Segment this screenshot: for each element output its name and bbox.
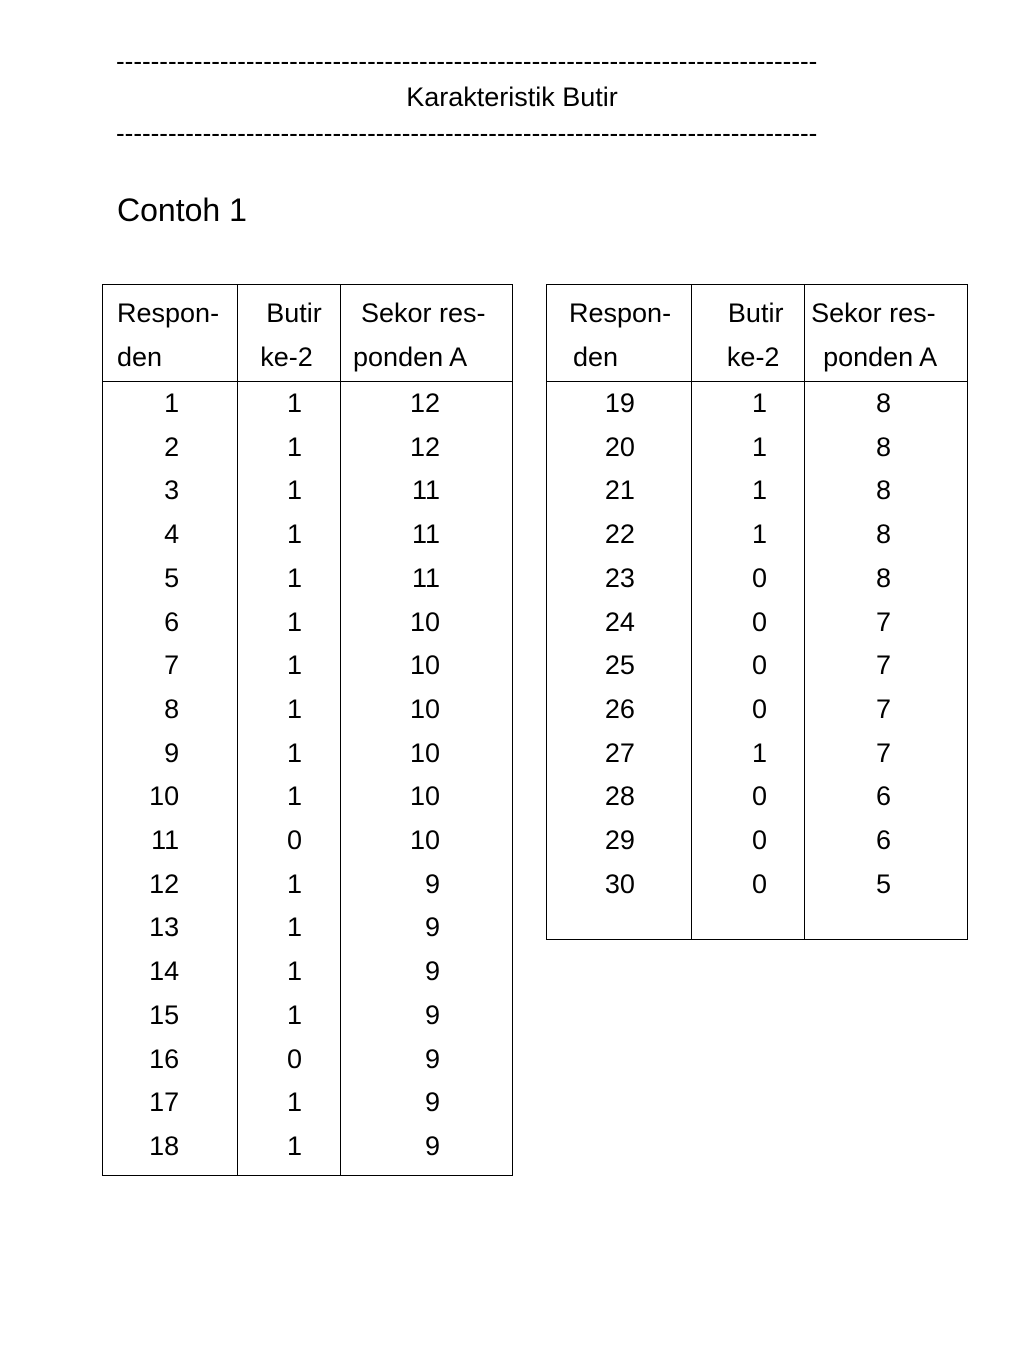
respondent-cell: 30 — [604, 868, 635, 899]
respondent-cell: 10 — [149, 781, 180, 812]
table-row — [103, 644, 513, 688]
item-score-cell: 0 — [691, 557, 804, 601]
table-header-row — [103, 285, 513, 382]
total-score-cell: 8 — [805, 513, 968, 557]
empty-cell — [805, 906, 968, 940]
column-header-score: Sekor res- ponden A — [805, 285, 968, 382]
item-score-cell: 1 — [238, 557, 341, 601]
table-row — [103, 994, 513, 1038]
respondent-cell: 12 — [149, 868, 180, 899]
respondent-cell: 18 — [149, 1130, 180, 1161]
table-row — [547, 601, 968, 645]
item-score-cell: 1 — [691, 426, 804, 470]
total-score-cell: 11 — [341, 557, 513, 601]
item-score-cell: 1 — [691, 513, 804, 557]
total-score-cell: 12 — [341, 426, 513, 470]
item-score-cell: 1 — [691, 469, 804, 513]
table-row — [103, 775, 513, 819]
table-row — [103, 950, 513, 994]
respondent-cell: 15 — [149, 999, 180, 1030]
page-title: Karakteristik Butir — [406, 82, 618, 112]
total-score-cell: 9 — [341, 1125, 513, 1169]
table-row — [547, 732, 968, 776]
total-score-cell: 10 — [341, 819, 513, 863]
respondent-cell: 11 — [151, 825, 180, 856]
total-score-cell: 9 — [341, 906, 513, 950]
table-row — [103, 819, 513, 863]
empty-cell — [691, 906, 804, 940]
item-score-cell: 1 — [238, 906, 341, 950]
respondent-cell: 9 — [164, 737, 180, 768]
item-score-cell: 0 — [691, 688, 804, 732]
respondent-cell: 8 — [164, 693, 180, 724]
respondent-cell: 28 — [604, 781, 635, 812]
total-score-cell: 10 — [341, 688, 513, 732]
table-row — [103, 382, 513, 426]
table-row — [103, 426, 513, 470]
table-body — [547, 382, 968, 940]
table-row — [103, 1125, 513, 1169]
respondent-cell: 24 — [604, 606, 635, 637]
total-score-cell: 10 — [341, 644, 513, 688]
total-score-cell: 9 — [341, 994, 513, 1038]
item-score-cell: 0 — [691, 644, 804, 688]
total-score-cell: 9 — [341, 1081, 513, 1125]
item-score-cell: 0 — [238, 819, 341, 863]
column-header-respondent: Respon- den — [547, 285, 692, 382]
item-score-cell: 0 — [691, 863, 804, 907]
respondent-cell: 1 — [164, 388, 180, 418]
respondent-cell: 17 — [149, 1087, 180, 1118]
item-score-cell: 0 — [691, 819, 804, 863]
item-score-cell: 0 — [691, 601, 804, 645]
total-score-cell: 9 — [341, 950, 513, 994]
table-bottom-padding — [547, 906, 968, 940]
item-score-cell: 1 — [691, 732, 804, 776]
total-score-cell: 10 — [341, 732, 513, 776]
item-score-cell: 1 — [238, 732, 341, 776]
table-row — [103, 513, 513, 557]
respondent-cell: 22 — [604, 519, 635, 550]
respondent-cell: 23 — [604, 562, 635, 593]
total-score-cell: 8 — [805, 382, 968, 426]
table-row — [547, 644, 968, 688]
item-score-cell: 1 — [238, 382, 341, 426]
respondent-cell: 29 — [604, 825, 635, 856]
item-score-cell: 1 — [238, 688, 341, 732]
item-score-cell: 1 — [238, 950, 341, 994]
table-row — [547, 863, 968, 907]
column-header-score: Sekor res- ponden A — [341, 285, 513, 382]
column-header-respondent: Respon- den — [103, 285, 238, 382]
item-score-cell: 1 — [238, 644, 341, 688]
table-row — [103, 601, 513, 645]
table-row — [547, 382, 968, 426]
total-score-cell: 7 — [805, 732, 968, 776]
table-row — [547, 513, 968, 557]
column-header-item: Butir ke-2 — [238, 285, 341, 382]
empty-cell — [238, 1169, 341, 1176]
total-score-cell: 6 — [805, 775, 968, 819]
total-score-cell: 8 — [805, 426, 968, 470]
item-score-cell: 1 — [238, 775, 341, 819]
respondent-cell: 26 — [604, 693, 635, 724]
table-row — [103, 469, 513, 513]
item-score-cell: 1 — [238, 601, 341, 645]
item-score-cell: 1 — [691, 382, 804, 426]
item-score-cell: 1 — [238, 1125, 341, 1169]
table-body — [103, 382, 513, 1176]
empty-cell — [547, 906, 692, 940]
table-header-row — [547, 285, 968, 382]
table-row — [547, 819, 968, 863]
total-score-cell: 7 — [805, 601, 968, 645]
total-score-cell: 11 — [341, 469, 513, 513]
item-score-cell: 1 — [238, 1081, 341, 1125]
total-score-cell: 6 — [805, 819, 968, 863]
score-table-right — [546, 284, 968, 940]
item-score-cell: 1 — [238, 513, 341, 557]
table-row — [103, 557, 513, 601]
table-row — [103, 688, 513, 732]
empty-cell — [103, 1169, 238, 1176]
item-score-cell: 1 — [238, 426, 341, 470]
empty-cell — [341, 1169, 513, 1176]
total-score-cell: 12 — [341, 382, 513, 426]
item-score-cell: 1 — [238, 863, 341, 907]
table-row — [103, 863, 513, 907]
item-score-cell: 0 — [238, 1038, 341, 1082]
total-score-cell: 9 — [341, 1038, 513, 1082]
item-score-cell: 0 — [691, 775, 804, 819]
total-score-cell: 8 — [805, 469, 968, 513]
total-score-cell: 8 — [805, 557, 968, 601]
table-row — [547, 688, 968, 732]
total-score-cell: 7 — [805, 644, 968, 688]
table-row — [547, 557, 968, 601]
table-row — [103, 1081, 513, 1125]
respondent-cell: 25 — [604, 650, 635, 681]
respondent-cell: 14 — [149, 956, 180, 987]
table-bottom-padding — [103, 1169, 513, 1176]
table-row — [103, 1038, 513, 1082]
respondent-cell: 6 — [164, 606, 180, 637]
column-header-item: Butir ke-2 — [691, 285, 804, 382]
total-score-cell: 11 — [341, 513, 513, 557]
respondent-cell: 2 — [164, 431, 180, 462]
respondent-cell: 21 — [604, 475, 635, 506]
item-score-cell: 1 — [238, 469, 341, 513]
top-dashed-rule: --------------------------------------------------------------------------------- — [116, 46, 818, 76]
table-row — [103, 906, 513, 950]
respondent-cell: 7 — [164, 650, 180, 681]
respondent-cell: 5 — [164, 562, 180, 593]
total-score-cell: 10 — [341, 775, 513, 819]
total-score-cell: 7 — [805, 688, 968, 732]
score-table-left — [102, 284, 513, 1176]
total-score-cell: 10 — [341, 601, 513, 645]
respondent-cell: 4 — [164, 519, 180, 550]
respondent-cell: 27 — [604, 737, 635, 768]
total-score-cell: 5 — [805, 863, 968, 907]
table-row — [547, 775, 968, 819]
respondent-cell: 3 — [164, 475, 180, 506]
respondent-cell: 19 — [604, 388, 635, 418]
respondent-cell: 13 — [149, 912, 180, 943]
respondent-cell: 16 — [149, 1043, 180, 1074]
table-row — [103, 732, 513, 776]
bottom-dashed-rule: --------------------------------------------------------------------------------- — [116, 118, 818, 148]
table-row — [547, 426, 968, 470]
respondent-cell: 20 — [604, 431, 635, 462]
section-heading: Contoh 1 — [117, 192, 247, 228]
item-score-cell: 1 — [238, 994, 341, 1038]
table-row — [547, 469, 968, 513]
total-score-cell: 9 — [341, 863, 513, 907]
